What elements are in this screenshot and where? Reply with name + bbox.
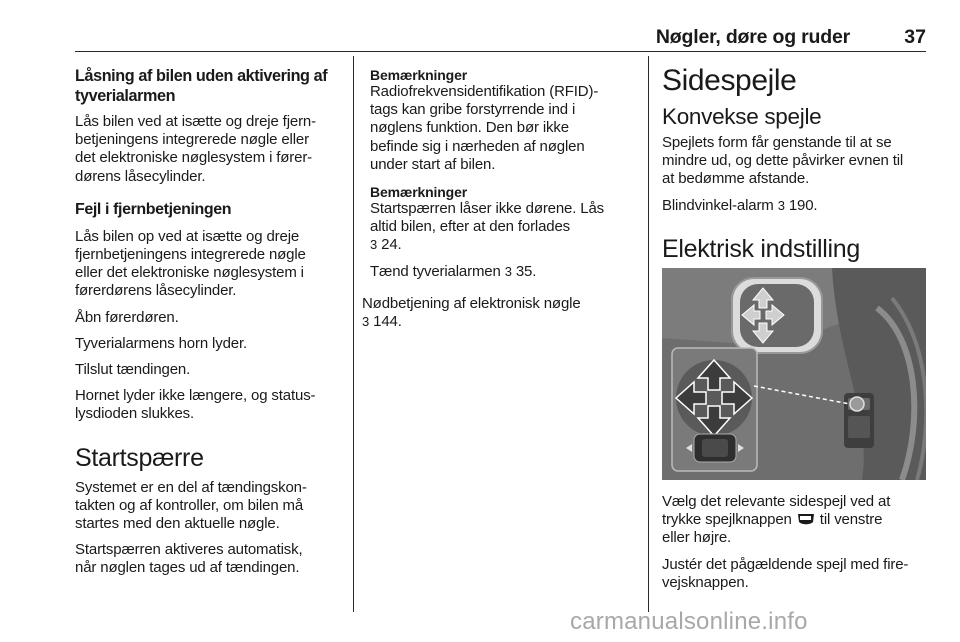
- note-text-2-body: Startspærren låser ikke dørene. Lås altid bilen, efter at den forlades: [370, 200, 605, 236]
- column-3: [662, 64, 932, 270]
- text-adjust-mirror: Justér det pågældende spejl med fire- vejsknappen.: [662, 555, 909, 591]
- watermark: carmanualsonline.info: [570, 608, 808, 635]
- alarm-page-ref[interactable]: 35.: [515, 262, 537, 280]
- column-divider-1: [353, 56, 354, 612]
- text-blind-body: Blindvinkel-alarm: [662, 196, 774, 214]
- reference-arrow-icon: 3: [362, 314, 370, 330]
- text-immobiliser-2: Startspærren aktiveres automatisk, når nøglen tages ud af tændingen.: [75, 541, 303, 577]
- mirror-control-photo: [662, 268, 926, 480]
- header-title: Nøgler, døre og ruder: [655, 26, 850, 48]
- note-label-2: Bemærkninger: [370, 184, 468, 201]
- text-emergency-key: [362, 295, 642, 331]
- text-alarm: [370, 263, 642, 281]
- emergency-page-ref[interactable]: 144.: [373, 313, 402, 331]
- heading-electric-adjustment: Elektrisk indstilling: [662, 234, 860, 263]
- text-fault-3: Tyverialarmens horn lyder.: [75, 334, 248, 352]
- text-fault-4: Tilslut tændingen.: [75, 361, 191, 379]
- text-select-b: til venstre eller højre.: [662, 511, 883, 547]
- note-2-page-ref[interactable]: 24.: [381, 236, 402, 254]
- text-alarm-body: Tænd tyverialarmen: [370, 262, 501, 280]
- reference-arrow-icon: 3: [370, 237, 378, 253]
- heading-remote-fault: Fejl i fjernbetjeningen: [75, 200, 232, 218]
- text-fault-5: Hornet lyder ikke længere, og status- lysdioden slukkes.: [75, 387, 316, 423]
- heading-immobiliser: Startspærre: [75, 443, 204, 472]
- text-blind-spot: [662, 197, 932, 215]
- text-select-mirror: [662, 493, 932, 548]
- page-number: 37: [904, 26, 926, 48]
- blind-spot-page-ref[interactable]: 190.: [788, 196, 818, 214]
- text-emergency-body: Nødbetjening af elektronisk nøgle: [362, 294, 581, 312]
- text-select-a: Vælg det relevante sidespejl ved at trykke spejlknappen: [662, 493, 891, 529]
- column-1: [75, 67, 347, 586]
- column-divider-2: [648, 56, 649, 612]
- column-3-lower: [662, 493, 932, 600]
- mirror-switch-icon: [796, 512, 816, 526]
- note-text-2: [370, 200, 642, 255]
- column-2: [362, 67, 642, 339]
- text-convex: Spejlets form får genstande til at se mindre ud, og dette påvirker evnen til at bedømme afstande.: [662, 134, 904, 188]
- reference-arrow-icon: 3: [504, 263, 512, 279]
- text-immobiliser-1: Systemet er en del af tændingskon- takten og af kontroller, om bilen må startes med den aktuelle nøgle.: [75, 478, 307, 533]
- heading-side-mirrors: Sidespejle: [662, 64, 797, 97]
- note-text-1: Radiofrekvensidentifikation (RFID)- tags kan gribe forstyrrende ind i nøglens funktion. Den bør ikke befinde sig i nærheden af nøglen under start af bilen.: [370, 83, 599, 173]
- note-label-1: Bemærkninger: [370, 67, 468, 83]
- heading-locking-without-alarm: Låsning af bilen uden aktivering af tyverialarmen: [75, 67, 328, 105]
- text-fault-2: Åbn førerdøren.: [75, 308, 179, 326]
- text-locking: Lås bilen ved at isætte og dreje fjern- betjeningens integrerede nøgle eller det elektroniske nøglesystem i fører- dørens låsecylinder.: [75, 113, 316, 185]
- text-fault-1: Lås bilen op ved at isætte og dreje fjernbetjeningens integrerede nøgle eller det elektroniske nøglesystem i førerdørens låsecylinder.: [75, 227, 306, 300]
- heading-convex-mirrors: Konvekse spejle: [662, 104, 822, 129]
- header-rule: [75, 51, 926, 52]
- reference-arrow-icon: 3: [777, 197, 785, 213]
